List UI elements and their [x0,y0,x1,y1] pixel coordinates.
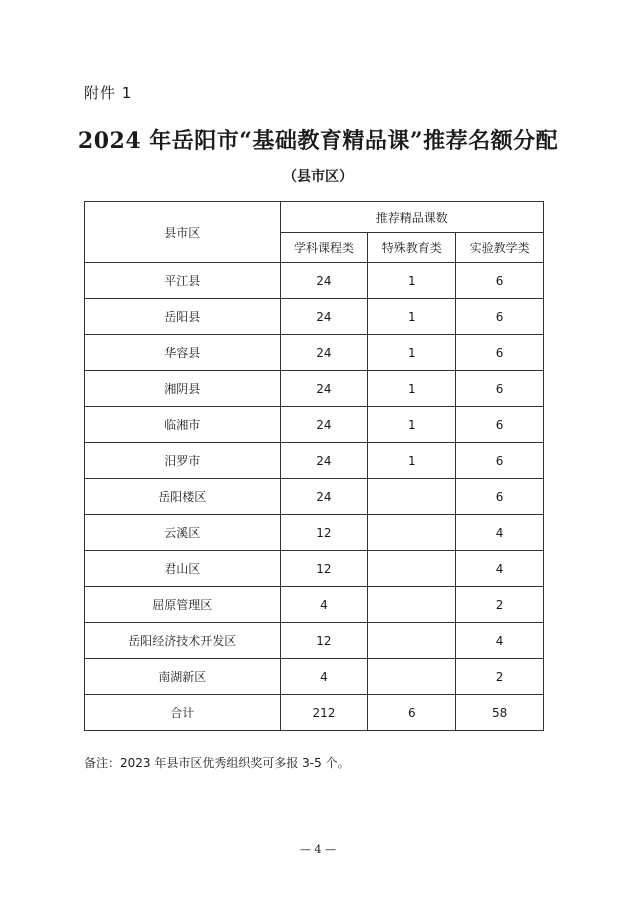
subject-count-cell: 4 [280,659,368,695]
page-number: — 4 — [300,843,336,856]
quota-table [84,201,544,731]
table-row [85,623,544,659]
county-cell: 临湘市 [85,407,281,443]
table-row [85,443,544,479]
footnote: 备注：2023 年县市区优秀组织奖可多报 3-5 个。 [84,756,350,770]
header-experiment-teaching: 实验教学类 [456,233,544,263]
county-cell: 湘阴县 [85,371,281,407]
subject-count-cell: 24 [280,263,368,299]
table-row [85,407,544,443]
subject-count-cell: 24 [280,335,368,371]
county-cell: 君山区 [85,551,281,587]
special-count-cell [368,479,456,515]
special-count-cell [368,515,456,551]
special-count-cell [368,551,456,587]
subject-count-cell: 24 [280,371,368,407]
special-count-cell: 1 [368,371,456,407]
total-subject: 212 [280,695,368,731]
total-label: 合计 [85,695,281,731]
experiment-count-cell: 6 [456,299,544,335]
county-cell: 屈原管理区 [85,587,281,623]
header-county: 县市区 [85,202,281,263]
special-count-cell [368,623,456,659]
table-row [85,659,544,695]
table-row [85,515,544,551]
table-row [85,587,544,623]
header-recommended-courses: 推荐精品课数 [280,202,543,233]
subject-count-cell: 24 [280,479,368,515]
county-cell: 岳阳楼区 [85,479,281,515]
table-row [85,479,544,515]
attachment-label: 附件 1 [84,84,133,102]
special-count-cell: 1 [368,263,456,299]
subject-count-cell: 24 [280,407,368,443]
subject-count-cell: 24 [280,299,368,335]
experiment-count-cell: 6 [456,443,544,479]
county-cell: 平江县 [85,263,281,299]
county-cell: 云溪区 [85,515,281,551]
experiment-count-cell: 4 [456,515,544,551]
special-count-cell: 1 [368,299,456,335]
county-cell: 华容县 [85,335,281,371]
header-special-education: 特殊教育类 [368,233,456,263]
experiment-count-cell: 6 [456,407,544,443]
experiment-count-cell: 2 [456,659,544,695]
total-special: 6 [368,695,456,731]
county-cell: 南湖新区 [85,659,281,695]
subject-count-cell: 12 [280,515,368,551]
experiment-count-cell: 6 [456,335,544,371]
experiment-count-cell: 6 [456,371,544,407]
experiment-count-cell: 6 [456,263,544,299]
county-cell: 岳阳县 [85,299,281,335]
subject-count-cell: 24 [280,443,368,479]
subject-count-cell: 12 [280,623,368,659]
subject-count-cell: 4 [280,587,368,623]
county-cell: 汨罗市 [85,443,281,479]
experiment-count-cell: 6 [456,479,544,515]
special-count-cell: 1 [368,407,456,443]
header-subject-courses: 学科课程类 [280,233,368,263]
table-row [85,299,544,335]
table-row [85,263,544,299]
experiment-count-cell: 4 [456,551,544,587]
experiment-count-cell: 4 [456,623,544,659]
table-row [85,371,544,407]
county-cell: 岳阳经济技术开发区 [85,623,281,659]
table-header-row [85,202,544,233]
table-total-row [85,695,544,731]
document-title: 2024 年岳阳市“基础教育精品课”推荐名额分配 [77,128,559,154]
special-count-cell [368,587,456,623]
table-row [85,335,544,371]
experiment-count-cell: 2 [456,587,544,623]
subject-count-cell: 12 [280,551,368,587]
document-subtitle: （县市区） [283,169,353,185]
table-body [85,263,544,695]
table-row [85,551,544,587]
special-count-cell: 1 [368,443,456,479]
special-count-cell: 1 [368,335,456,371]
total-experiment: 58 [456,695,544,731]
special-count-cell [368,659,456,695]
